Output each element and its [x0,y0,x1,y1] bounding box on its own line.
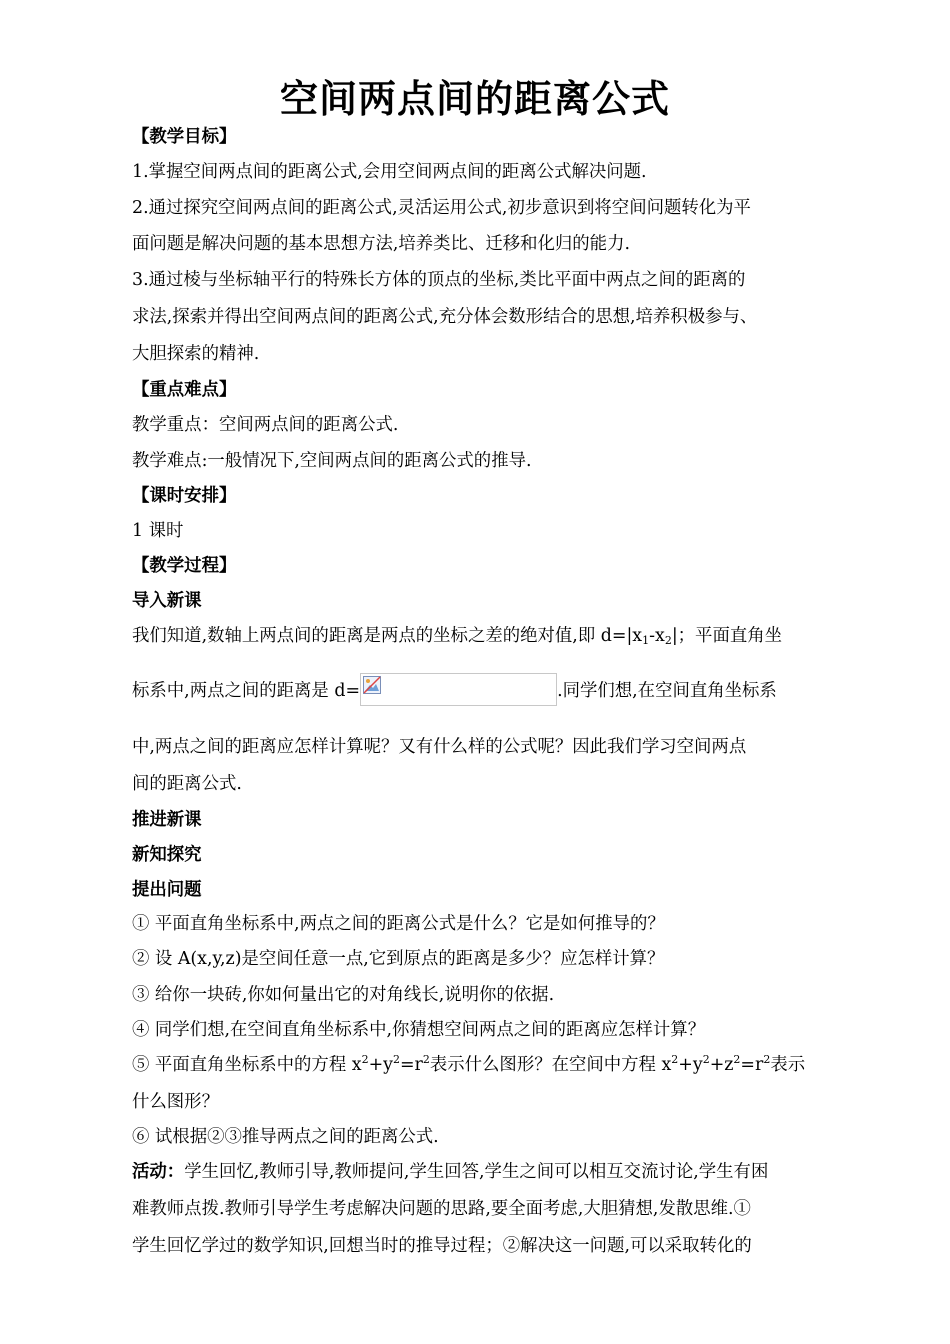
objective-line: 大胆探索的精神. [132,344,260,364]
question-item: ④ 同学们想,在空间直角坐标系中,你猜想空间两点之间的距离应怎样计算？ [132,1020,706,1040]
question-item: 什么图形？ [132,1092,219,1112]
broken-image-icon [363,676,381,694]
intro-paragraph-line: 中,两点之间的距离应怎样计算呢？又有什么样的公式呢？因此我们学习空间两点 [132,737,747,757]
activity-label: 活动： [132,1162,185,1182]
question-item: ③ 给你一块砖,你如何量出它的对角线长,说明你的依据. [132,985,555,1005]
objective-line: 1.掌握空间两点间的距离公式,会用空间两点间的距离公式解决问题. [132,162,647,182]
activity-line: 难教师点拨.教师引导学生考虑解决问题的思路,要全面考虑,大胆猜想,发散思维.① [132,1199,751,1219]
objective-line: 2.通过探究空间两点间的距离公式,灵活运用公式,初步意识到将空间问题转化为平 [132,198,751,218]
keypoints-heading: 【重点难点】 [132,380,237,400]
objective-line: 求法,探索并得出空间两点间的距离公式,充分体会数形结合的思想,培养积极参与、 [132,307,758,327]
questions-heading: 提出问题 [132,880,202,900]
intro-paragraph-line: 间的距离公式. [132,774,242,794]
objective-line: 面问题是解决问题的基本思想方法,培养类比、迁移和化归的能力. [132,234,630,254]
question-item: ⑤ 平面直角坐标系中的方程 $x^2+y^2=r^2$表示什么图形？在空间中方程 $x^2+y^2+z^2=r^2$表示 [132,1053,806,1075]
schedule-heading: 【课时安排】 [132,486,237,506]
question-item: ① 平面直角坐标系中,两点之间的距离公式是什么？它是如何推导的？ [132,914,665,934]
objective-line: 3.通过棱与坐标轴平行的特殊长方体的顶点的坐标,类比平面中两点之间的距离的 [132,270,746,290]
page-title: 空间两点间的距离公式 [279,77,670,121]
difficulty-text: 教学难点:一般情况下,空间两点间的距离公式的推导. [132,451,532,471]
process-heading: 【教学过程】 [132,556,237,576]
explore-heading: 新知探究 [132,845,202,865]
question-item: ② 设 A(x,y,z)是空间任意一点,它到原点的距离是多少？应怎样计算？ [132,949,665,969]
formula-image-placeholder [360,673,557,706]
question-item: ⑥ 试根据②③推导两点之间的距离公式. [132,1127,439,1147]
focus-text: 教学重点：空间两点间的距离公式. [132,415,399,435]
advance-heading: 推进新课 [132,810,202,830]
objectives-heading: 【教学目标】 [132,127,237,147]
intro-paragraph-line: 我们知道,数轴上两点间的距离是两点的坐标之差的绝对值,即 $d=|x_1-x_2|$；平面直角坐 [132,626,783,647]
activity-line: 活动：学生回忆,教师引导,教师提问,学生回答,学生之间可以相互交流讨论,学生有困 [132,1162,769,1182]
intro-paragraph-line: 标系中,两点之间的距离是 d= .同学们想,在空间直角坐标系 [132,677,832,706]
intro-heading: 导入新课 [132,591,202,611]
schedule-value: 1 课时 [132,521,184,541]
activity-line: 学生回忆学过的数学知识,回想当时的推导过程；②解决这一问题,可以采取转化的 [132,1236,752,1256]
